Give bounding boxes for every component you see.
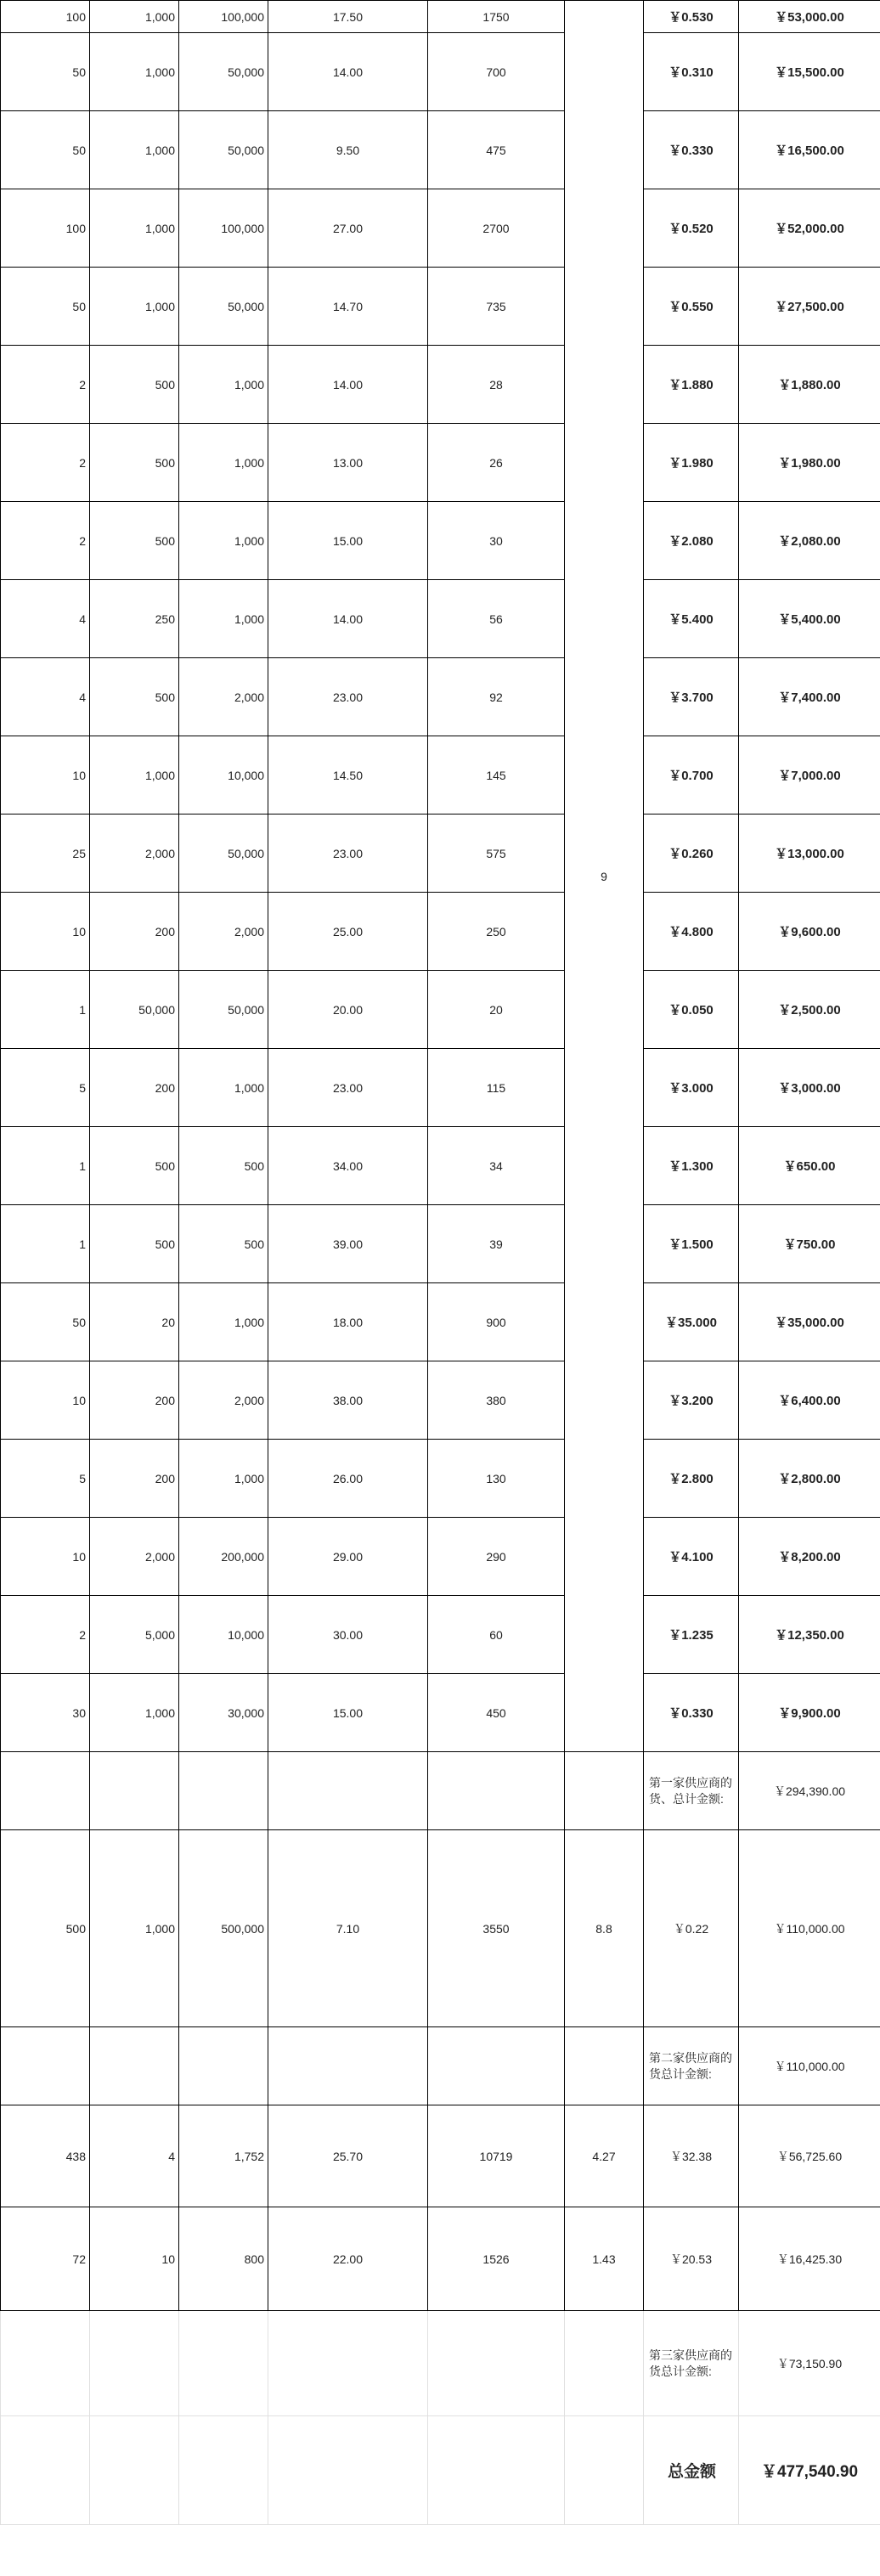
total-weight-cell: 2700 (428, 189, 565, 268)
total-qty-cell: 1,000 (179, 502, 268, 580)
weight-cell: 15.00 (268, 1674, 428, 1752)
amount-cell: ￥35,000.00 (739, 1283, 880, 1361)
table-row (1, 815, 880, 893)
total-qty-cell: 200,000 (179, 1518, 268, 1596)
empty-cell (268, 2416, 428, 2525)
amount-cell: ￥12,350.00 (739, 1596, 880, 1674)
empty-cell (268, 2027, 428, 2105)
unit-price-cell: ￥4.100 (644, 1518, 739, 1596)
unit-price-cell: ￥0.530 (644, 1, 739, 33)
empty-cell (90, 2311, 179, 2416)
total-weight-cell: 56 (428, 580, 565, 658)
empty-cell (428, 1752, 565, 1830)
table-row (1, 1049, 880, 1127)
subtotal-value: ￥294,390.00 (739, 1752, 880, 1830)
table-row (1, 580, 880, 658)
table-row (1, 346, 880, 424)
pack-cell: 500 (90, 346, 179, 424)
table-row (1, 658, 880, 736)
empty-cell (565, 2311, 644, 2416)
table-row (1, 1674, 880, 1752)
pack-cell: 2,000 (90, 815, 179, 893)
total-qty-cell: 100,000 (179, 189, 268, 268)
weight-cell: 38.00 (268, 1361, 428, 1440)
qty-cell: 5 (1, 1049, 90, 1127)
qty-cell: 100 (1, 1, 90, 33)
unit-price-cell: ￥0.050 (644, 971, 739, 1049)
unit-price-cell: ￥0.330 (644, 1674, 739, 1752)
table-body (1, 1, 880, 2525)
amount-cell: ￥27,500.00 (739, 268, 880, 346)
weight-cell: 29.00 (268, 1518, 428, 1596)
unit-price-cell: ￥3.200 (644, 1361, 739, 1440)
qty-cell: 25 (1, 815, 90, 893)
total-weight-cell: 1750 (428, 1, 565, 33)
supplier3-cell: ￥32.38 (644, 2105, 739, 2207)
table-row (1, 268, 880, 346)
supplier3-cell: ￥20.53 (644, 2207, 739, 2311)
total-weight-cell: 700 (428, 33, 565, 111)
qty-cell: 50 (1, 33, 90, 111)
weight-cell: 20.00 (268, 971, 428, 1049)
pack-cell: 5,000 (90, 1596, 179, 1674)
empty-cell (179, 2311, 268, 2416)
weight-cell: 23.00 (268, 1049, 428, 1127)
qty-cell: 10 (1, 1518, 90, 1596)
weight-cell: 14.50 (268, 736, 428, 815)
qty-cell: 10 (1, 736, 90, 815)
table-row (1, 502, 880, 580)
empty-cell (565, 2027, 644, 2105)
pack-cell: 200 (90, 1361, 179, 1440)
subtotal-label: 第二家供应商的货总计金额: (644, 2027, 739, 2105)
supplier3-cell: 10719 (428, 2105, 565, 2207)
total-qty-cell: 1,000 (179, 1049, 268, 1127)
subtotal-value: ￥110,000.00 (739, 2027, 880, 2105)
shared-value-cell: 9 (565, 1, 644, 1752)
weight-cell: 13.00 (268, 424, 428, 502)
qty-cell: 2 (1, 502, 90, 580)
table-row (1, 2207, 880, 2311)
total-weight-cell: 130 (428, 1440, 565, 1518)
table-row (1, 736, 880, 815)
supplier3-cell: 1.43 (565, 2207, 644, 2311)
pack-cell: 200 (90, 893, 179, 971)
weight-cell: 9.50 (268, 111, 428, 189)
amount-cell: ￥750.00 (739, 1205, 880, 1283)
amount-cell: ￥9,900.00 (739, 1674, 880, 1752)
empty-cell (428, 2027, 565, 2105)
total-weight-cell: 60 (428, 1596, 565, 1674)
supplier2-cell: 500 (1, 1830, 90, 2027)
pack-cell: 1,000 (90, 189, 179, 268)
supplier2-cell: ￥110,000.00 (739, 1830, 880, 2027)
amount-cell: ￥6,400.00 (739, 1361, 880, 1440)
weight-cell: 14.00 (268, 33, 428, 111)
subtotal-row-supplier1 (1, 1752, 880, 1830)
empty-cell (179, 2027, 268, 2105)
qty-cell: 4 (1, 580, 90, 658)
supplier3-cell: 72 (1, 2207, 90, 2311)
pack-cell: 500 (90, 424, 179, 502)
pack-cell: 1,000 (90, 1674, 179, 1752)
supplier2-cell: ￥0.22 (644, 1830, 739, 2027)
table-row (1, 1, 880, 33)
subtotal-value: ￥73,150.90 (739, 2311, 880, 2416)
table-row (1, 1283, 880, 1361)
amount-cell: ￥1,980.00 (739, 424, 880, 502)
weight-cell: 14.70 (268, 268, 428, 346)
empty-cell (565, 2416, 644, 2525)
total-qty-cell: 100,000 (179, 1, 268, 33)
table-row (1, 189, 880, 268)
amount-cell: ￥13,000.00 (739, 815, 880, 893)
supplier3-cell: 4.27 (565, 2105, 644, 2207)
table-row (1, 33, 880, 111)
grand-total-row (1, 2416, 880, 2525)
pack-cell: 1,000 (90, 736, 179, 815)
supplier3-cell: 438 (1, 2105, 90, 2207)
amount-cell: ￥3,000.00 (739, 1049, 880, 1127)
total-qty-cell: 50,000 (179, 971, 268, 1049)
subtotal-row-supplier2 (1, 2027, 880, 2105)
amount-cell: ￥650.00 (739, 1127, 880, 1205)
total-weight-cell: 250 (428, 893, 565, 971)
unit-price-cell: ￥0.520 (644, 189, 739, 268)
total-qty-cell: 1,000 (179, 1283, 268, 1361)
supplier2-cell: 3550 (428, 1830, 565, 2027)
table-row (1, 1361, 880, 1440)
subtotal-label: 第三家供应商的货总计金额: (644, 2311, 739, 2416)
amount-cell: ￥2,080.00 (739, 502, 880, 580)
amount-cell: ￥2,500.00 (739, 971, 880, 1049)
total-qty-cell: 2,000 (179, 893, 268, 971)
supplier3-cell: ￥16,425.30 (739, 2207, 880, 2311)
qty-cell: 50 (1, 268, 90, 346)
unit-price-cell: ￥3.000 (644, 1049, 739, 1127)
unit-price-cell: ￥2.800 (644, 1440, 739, 1518)
grand-total-label: 总金额 (644, 2416, 739, 2525)
qty-cell: 2 (1, 424, 90, 502)
subtotal-label: 第一家供应商的货、总计金额: (644, 1752, 739, 1830)
table-row (1, 424, 880, 502)
unit-price-cell: ￥1.300 (644, 1127, 739, 1205)
total-weight-cell: 735 (428, 268, 565, 346)
weight-cell: 15.00 (268, 502, 428, 580)
table-row (1, 893, 880, 971)
supplier2-cell: 1,000 (90, 1830, 179, 2027)
supplier3-cell: 22.00 (268, 2207, 428, 2311)
total-qty-cell: 1,000 (179, 1440, 268, 1518)
weight-cell: 17.50 (268, 1, 428, 33)
pack-cell: 2,000 (90, 1518, 179, 1596)
total-weight-cell: 39 (428, 1205, 565, 1283)
unit-price-cell: ￥0.260 (644, 815, 739, 893)
amount-cell: ￥52,000.00 (739, 189, 880, 268)
total-weight-cell: 575 (428, 815, 565, 893)
total-weight-cell: 34 (428, 1127, 565, 1205)
total-qty-cell: 50,000 (179, 111, 268, 189)
amount-cell: ￥9,600.00 (739, 893, 880, 971)
qty-cell: 4 (1, 658, 90, 736)
table-row (1, 1440, 880, 1518)
empty-cell (1, 2416, 90, 2525)
weight-cell: 18.00 (268, 1283, 428, 1361)
table-row (1, 111, 880, 189)
total-weight-cell: 290 (428, 1518, 565, 1596)
weight-cell: 14.00 (268, 346, 428, 424)
qty-cell: 100 (1, 189, 90, 268)
supplier3-cell: 800 (179, 2207, 268, 2311)
empty-cell (1, 2027, 90, 2105)
weight-cell: 23.00 (268, 658, 428, 736)
weight-cell: 34.00 (268, 1127, 428, 1205)
total-qty-cell: 500 (179, 1127, 268, 1205)
empty-cell (1, 1752, 90, 1830)
amount-cell: ￥15,500.00 (739, 33, 880, 111)
total-weight-cell: 20 (428, 971, 565, 1049)
amount-cell: ￥53,000.00 (739, 1, 880, 33)
unit-price-cell: ￥3.700 (644, 658, 739, 736)
supplier3-cell: 4 (90, 2105, 179, 2207)
pack-cell: 1,000 (90, 268, 179, 346)
total-weight-cell: 900 (428, 1283, 565, 1361)
table-row (1, 1596, 880, 1674)
total-qty-cell: 1,000 (179, 580, 268, 658)
amount-cell: ￥5,400.00 (739, 580, 880, 658)
unit-price-cell: ￥35.000 (644, 1283, 739, 1361)
pack-cell: 50,000 (90, 971, 179, 1049)
qty-cell: 2 (1, 346, 90, 424)
qty-cell: 1 (1, 1205, 90, 1283)
unit-price-cell: ￥0.550 (644, 268, 739, 346)
empty-cell (1, 2311, 90, 2416)
supplier3-cell: 1526 (428, 2207, 565, 2311)
pack-cell: 20 (90, 1283, 179, 1361)
empty-cell (179, 1752, 268, 1830)
total-qty-cell: 30,000 (179, 1674, 268, 1752)
qty-cell: 10 (1, 1361, 90, 1440)
table-row (1, 1127, 880, 1205)
empty-cell (90, 2027, 179, 2105)
unit-price-cell: ￥0.310 (644, 33, 739, 111)
unit-price-cell: ￥0.700 (644, 736, 739, 815)
weight-cell: 25.00 (268, 893, 428, 971)
amount-cell: ￥7,000.00 (739, 736, 880, 815)
total-qty-cell: 2,000 (179, 1361, 268, 1440)
total-weight-cell: 145 (428, 736, 565, 815)
total-qty-cell: 50,000 (179, 268, 268, 346)
pack-cell: 1,000 (90, 111, 179, 189)
table-row (1, 1830, 880, 2027)
qty-cell: 30 (1, 1674, 90, 1752)
supplier3-cell: 10 (90, 2207, 179, 2311)
pack-cell: 200 (90, 1049, 179, 1127)
total-qty-cell: 10,000 (179, 736, 268, 815)
amount-cell: ￥16,500.00 (739, 111, 880, 189)
total-weight-cell: 450 (428, 1674, 565, 1752)
unit-price-cell: ￥1.980 (644, 424, 739, 502)
empty-cell (268, 1752, 428, 1830)
supplier2-cell: 8.8 (565, 1830, 644, 2027)
weight-cell: 27.00 (268, 189, 428, 268)
empty-cell (90, 2416, 179, 2525)
total-qty-cell: 500 (179, 1205, 268, 1283)
total-weight-cell: 26 (428, 424, 565, 502)
table-row (1, 1205, 880, 1283)
qty-cell: 1 (1, 1127, 90, 1205)
amount-cell: ￥2,800.00 (739, 1440, 880, 1518)
qty-cell: 1 (1, 971, 90, 1049)
supplier3-cell: 1,752 (179, 2105, 268, 2207)
total-qty-cell: 50,000 (179, 33, 268, 111)
pack-cell: 250 (90, 580, 179, 658)
supplier2-cell: 7.10 (268, 1830, 428, 2027)
total-weight-cell: 30 (428, 502, 565, 580)
table-row (1, 971, 880, 1049)
qty-cell: 50 (1, 111, 90, 189)
unit-price-cell: ￥1.500 (644, 1205, 739, 1283)
empty-cell (565, 1752, 644, 1830)
supplier3-cell: 25.70 (268, 2105, 428, 2207)
unit-price-cell: ￥2.080 (644, 502, 739, 580)
total-qty-cell: 10,000 (179, 1596, 268, 1674)
qty-cell: 2 (1, 1596, 90, 1674)
unit-price-cell: ￥1.880 (644, 346, 739, 424)
total-weight-cell: 28 (428, 346, 565, 424)
pack-cell: 500 (90, 502, 179, 580)
empty-cell (428, 2416, 565, 2525)
total-weight-cell: 92 (428, 658, 565, 736)
pack-cell: 500 (90, 1127, 179, 1205)
total-qty-cell: 2,000 (179, 658, 268, 736)
pack-cell: 200 (90, 1440, 179, 1518)
total-qty-cell: 1,000 (179, 346, 268, 424)
table-row (1, 1518, 880, 1596)
amount-cell: ￥7,400.00 (739, 658, 880, 736)
unit-price-cell: ￥4.800 (644, 893, 739, 971)
pack-cell: 1,000 (90, 1, 179, 33)
total-weight-cell: 475 (428, 111, 565, 189)
qty-cell: 50 (1, 1283, 90, 1361)
pack-cell: 1,000 (90, 33, 179, 111)
amount-cell: ￥1,880.00 (739, 346, 880, 424)
supplier3-cell: ￥56,725.60 (739, 2105, 880, 2207)
unit-price-cell: ￥1.235 (644, 1596, 739, 1674)
amount-cell: ￥8,200.00 (739, 1518, 880, 1596)
supplier2-cell: 500,000 (179, 1830, 268, 2027)
pack-cell: 500 (90, 658, 179, 736)
total-qty-cell: 50,000 (179, 815, 268, 893)
empty-cell (428, 2311, 565, 2416)
total-weight-cell: 115 (428, 1049, 565, 1127)
unit-price-cell: ￥0.330 (644, 111, 739, 189)
unit-price-cell: ￥5.400 (644, 580, 739, 658)
weight-cell: 26.00 (268, 1440, 428, 1518)
empty-cell (268, 2311, 428, 2416)
empty-cell (90, 1752, 179, 1830)
total-qty-cell: 1,000 (179, 424, 268, 502)
grand-total-value: ￥477,540.90 (739, 2416, 880, 2525)
qty-cell: 5 (1, 1440, 90, 1518)
pack-cell: 500 (90, 1205, 179, 1283)
table-row (1, 2105, 880, 2207)
weight-cell: 14.00 (268, 580, 428, 658)
weight-cell: 23.00 (268, 815, 428, 893)
total-weight-cell: 380 (428, 1361, 565, 1440)
empty-cell (179, 2416, 268, 2525)
subtotal-row-supplier3 (1, 2311, 880, 2416)
weight-cell: 39.00 (268, 1205, 428, 1283)
weight-cell: 30.00 (268, 1596, 428, 1674)
qty-cell: 10 (1, 893, 90, 971)
